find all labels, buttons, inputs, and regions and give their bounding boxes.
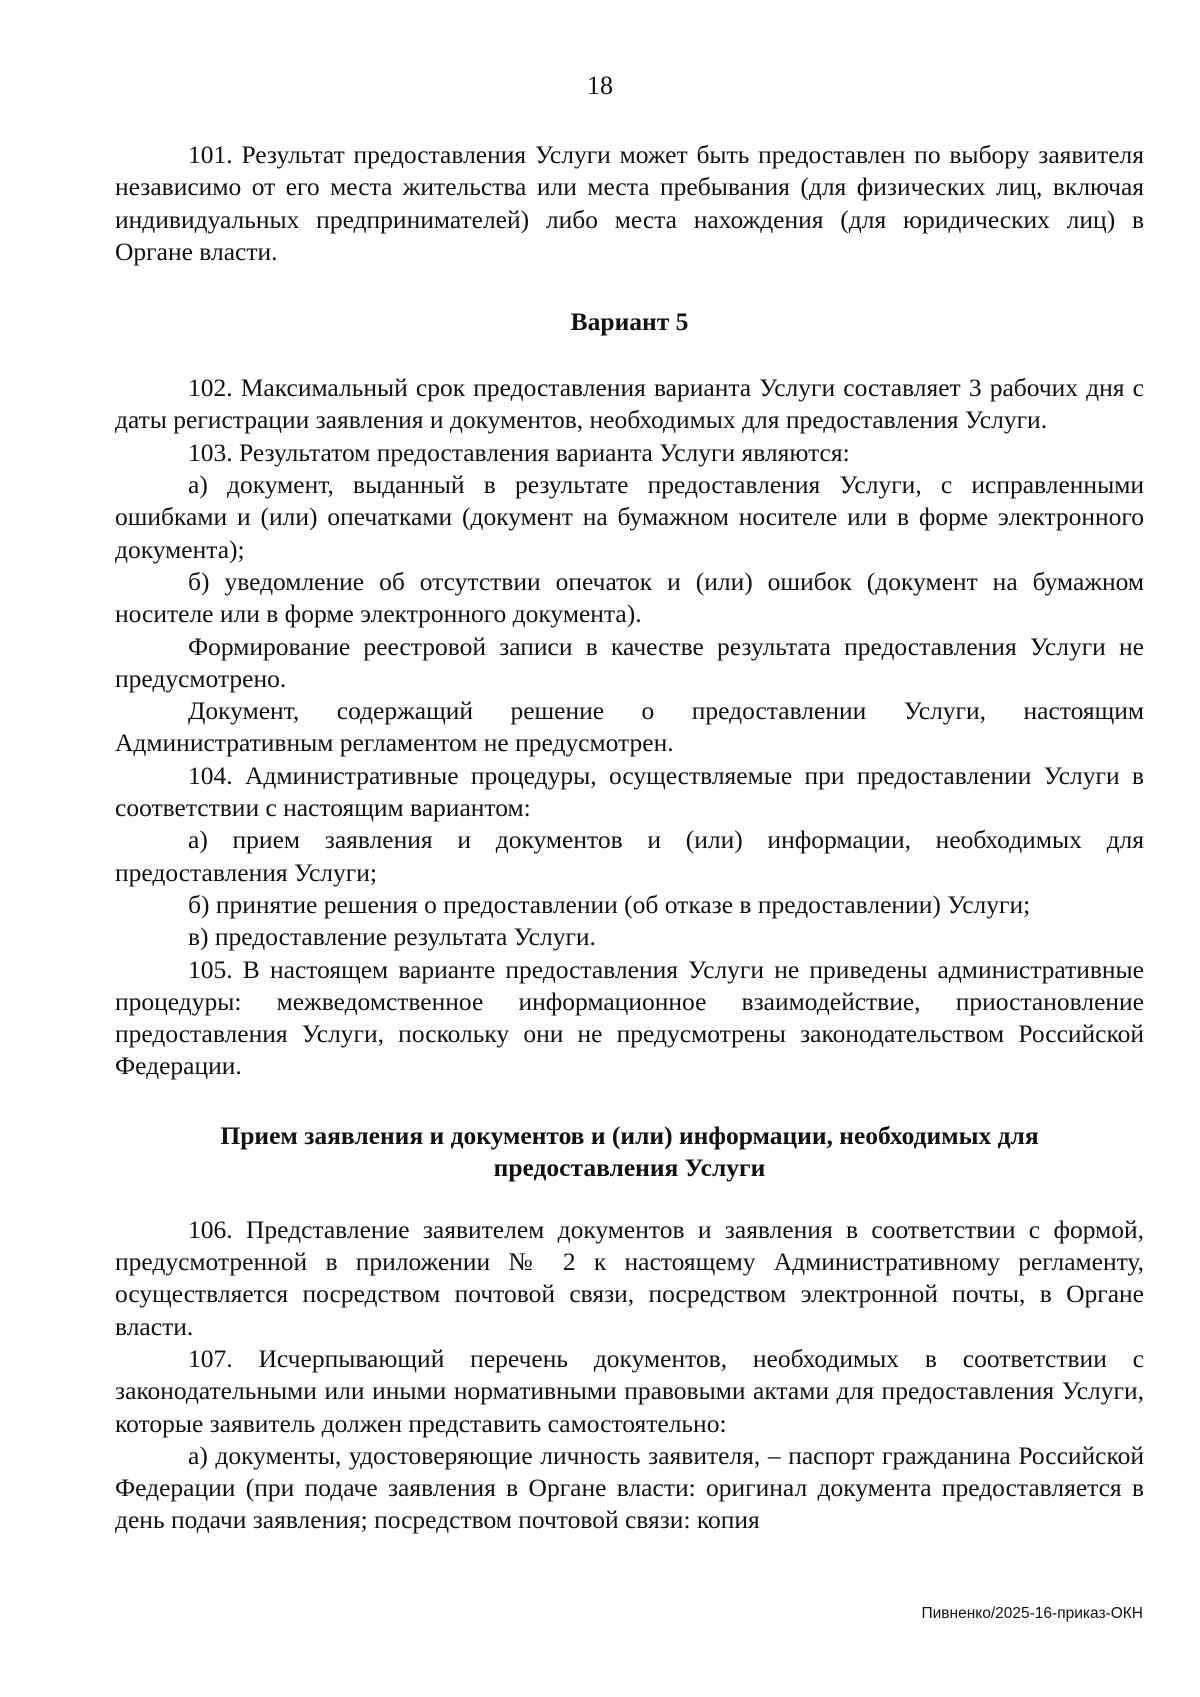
paragraph-decision-document: Документ, содержащий решение о предоставлении Услуги, настоящим Административным регламентом не предусмотрен. [115,696,1144,758]
heading-section-application-intake [115,1120,1144,1184]
paragraph-106: 106. Представление заявителем документов и заявления в соответствии с формой, предусмотренной в приложении № 2 к настоящему Административному регламенту, осуществляется посредством почтовой связи, посредством электронной почты, в Органе власти. [115,1214,1144,1341]
paragraph-103-b: б) уведомление об отсутствии опечаток и (или) ошибок (документ на бумажном носителе или в форме электронного документа). [115,566,1144,629]
heading-section-line-1: Прием заявления и документов и (или) информации, необходимых для [220,1120,1039,1150]
paragraph-102: 102. Максимальный срок предоставления варианта Услуги составляет 3 рабочих дня с даты регистрации заявления и документов, необходимых для предоставления Услуги. [115,373,1144,435]
paragraph-103: 103. Результатом предоставления варианта Услуги являются: [188,437,850,467]
paragraph-101: 101. Результат предоставления Услуги может быть предоставлен по выбору заявителя независимо от его места жительства или места пребывания (для физических лиц, включая индивидуальных предпринимателей) либо места нахождения (для юридических лиц) в Органе власти. [115,140,1144,266]
footer-document-id: Пивненко/2025-16-приказ-ОКН [921,1605,1143,1622]
page-number: 18 [587,71,613,100]
heading-variant-5: Вариант 5 [570,307,689,337]
paragraph-104-a: а) прием заявления и документов и (или) информации, необходимых для предоставления Услуги; [115,825,1144,887]
paragraph-107-a: а) документы, удостоверяющие личность заявителя, – паспорт гражданина Российской Федерации (при подаче заявления в Органе власти: оригинал документа предоставляется в день подачи заявления; посредством почтовой связи: копия [115,1440,1144,1535]
paragraph-105: 105. В настоящем варианте предоставления Услуги не приведены административные процедуры: межведомственное информационное взаимодействие, приостановление предоставления Услуги, поскольку они не предусмотрены законодательством Российской Федерации. [115,954,1144,1081]
paragraph-104-c: в) предоставление результата Услуги. [188,922,596,952]
paragraph-104-b: б) принятие решения о предоставлении (об отказе в предоставлении) Услуги; [188,889,1031,919]
document-body [115,139,1144,1537]
paragraph-107: 107. Исчерпывающий перечень документов, необходимых в соответствии с законодательными или иными нормативными правовыми актами для предоставления Услуги, которые заявитель должен представить самостоятельно: [115,1343,1144,1438]
heading-section-line-2: предоставления Услуги [493,1152,766,1182]
paragraph-103-a: а) документ, выданный в результате предоставления Услуги, с исправленными ошибками и (или) опечатками (документ на бумажном носителе или в форме электронного документа); [115,470,1144,564]
paragraph-registry-record: Формирование реестровой записи в качестве результата предоставления Услуги не предусмотрено. [115,631,1144,693]
paragraph-104: 104. Административные процедуры, осуществляемые при предоставлении Услуги в соответствии с настоящим вариантом: [115,760,1144,823]
